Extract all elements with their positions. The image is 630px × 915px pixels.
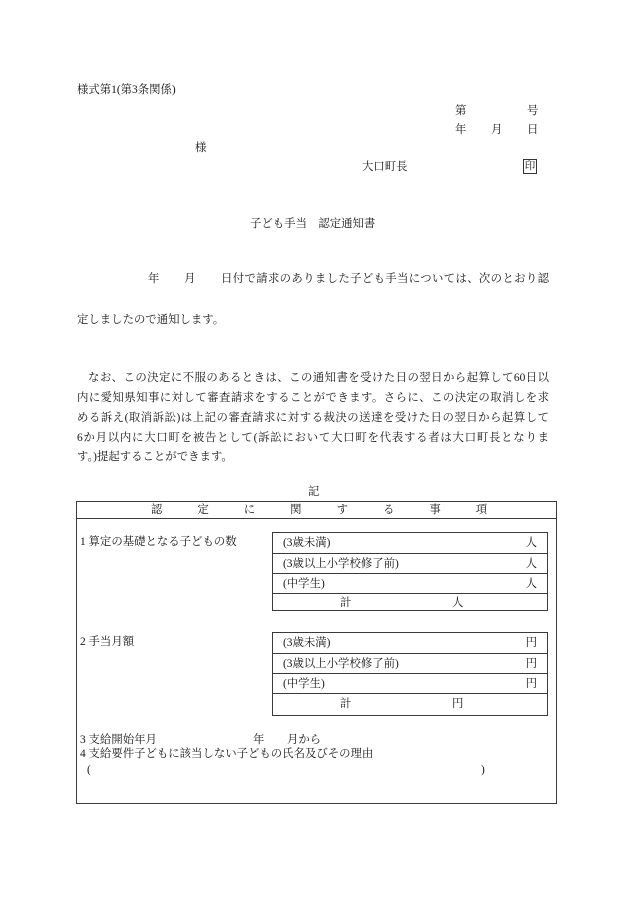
table-row [273,633,547,654]
seal-stamp: 印 [524,161,536,172]
row-category: (3歳未満) [283,637,331,649]
children-count-label: 1 算定の基礎となる子どもの数 [80,536,237,548]
appeal-notice-line: 内に愛知県知事に対して審査請求をすることができます。さらに、この決定の取消しを求 [77,392,549,404]
table-row [273,653,547,674]
row-category: (3歳以上小学校修了前) [283,658,399,670]
start-month-from: 月から [287,734,322,746]
issuer-title: 大口町長 [362,161,408,173]
row-unit: 人 [525,537,537,549]
non-eligible-label: 4 支給要件子どもに該当しない子どもの氏名及びその理由 [80,748,374,760]
start-month-year: 年 [253,734,265,746]
total-label: 計 [340,698,352,710]
row-category: (中学生) [283,578,325,590]
date-day: 日 [527,124,539,136]
table-row [273,533,547,554]
row-category: (中学生) [283,678,325,690]
appeal-notice-line: める訴え(取消訴訟)は上記の審査請求に対する裁決の送達を受けた日の翌日から起算して [77,412,549,424]
table-row [273,573,547,594]
date-month: 月 [491,124,503,136]
row-unit: 人 [525,558,537,570]
open-paren: ( [87,764,91,776]
addressee-honorific: 様 [195,142,207,154]
children-count-table [272,532,548,611]
start-month-label: 3 支給開始年月 [80,734,157,746]
ki-heading: 記 [308,486,320,498]
row-category: (3歳以上小学校修了前) [283,558,399,570]
details-header: 認定に関する事項 [151,504,523,516]
total-label: 計 [340,597,352,609]
row-unit: 円 [525,658,537,670]
appeal-notice-line: す。)提起することができます。 [77,451,233,463]
row-unit: 人 [525,578,537,590]
reference-number-prefix: 第 [455,105,467,117]
table-row [273,673,547,694]
total-unit: 円 [452,698,464,710]
decision-year: 年 [148,273,160,285]
decision-month: 月 [184,273,196,285]
reference-number-suffix: 号 [527,105,539,117]
decision-line-1: 日付で請求のありました子ども手当については、次のとおり認 [221,273,549,285]
row-unit: 円 [525,637,537,649]
monthly-amount-label: 2 手当月額 [80,636,135,648]
row-category: (3歳未満) [283,537,331,549]
close-paren: ) [481,764,485,776]
decision-line-2: 定しましたので通知します。 [77,314,225,326]
document-title: 子ども手当 認定通知書 [250,218,376,230]
form-label: 様式第1(第3条関係) [77,84,176,96]
appeal-notice-line: 6か月以内に大口町を被告として(訴訟において大口町を代表する者は大口町長となりま [77,432,549,444]
monthly-amount-table [272,632,548,716]
date-year: 年 [455,124,467,136]
appeal-notice-line: なお、この決定に不服のあるときは、この通知書を受けた日の翌日から起算して60日以 [88,372,549,384]
row-unit: 円 [525,678,537,690]
total-row [273,693,547,716]
table-row [273,553,547,574]
total-row [273,593,547,611]
header-divider [77,518,556,519]
total-unit: 人 [452,597,464,609]
